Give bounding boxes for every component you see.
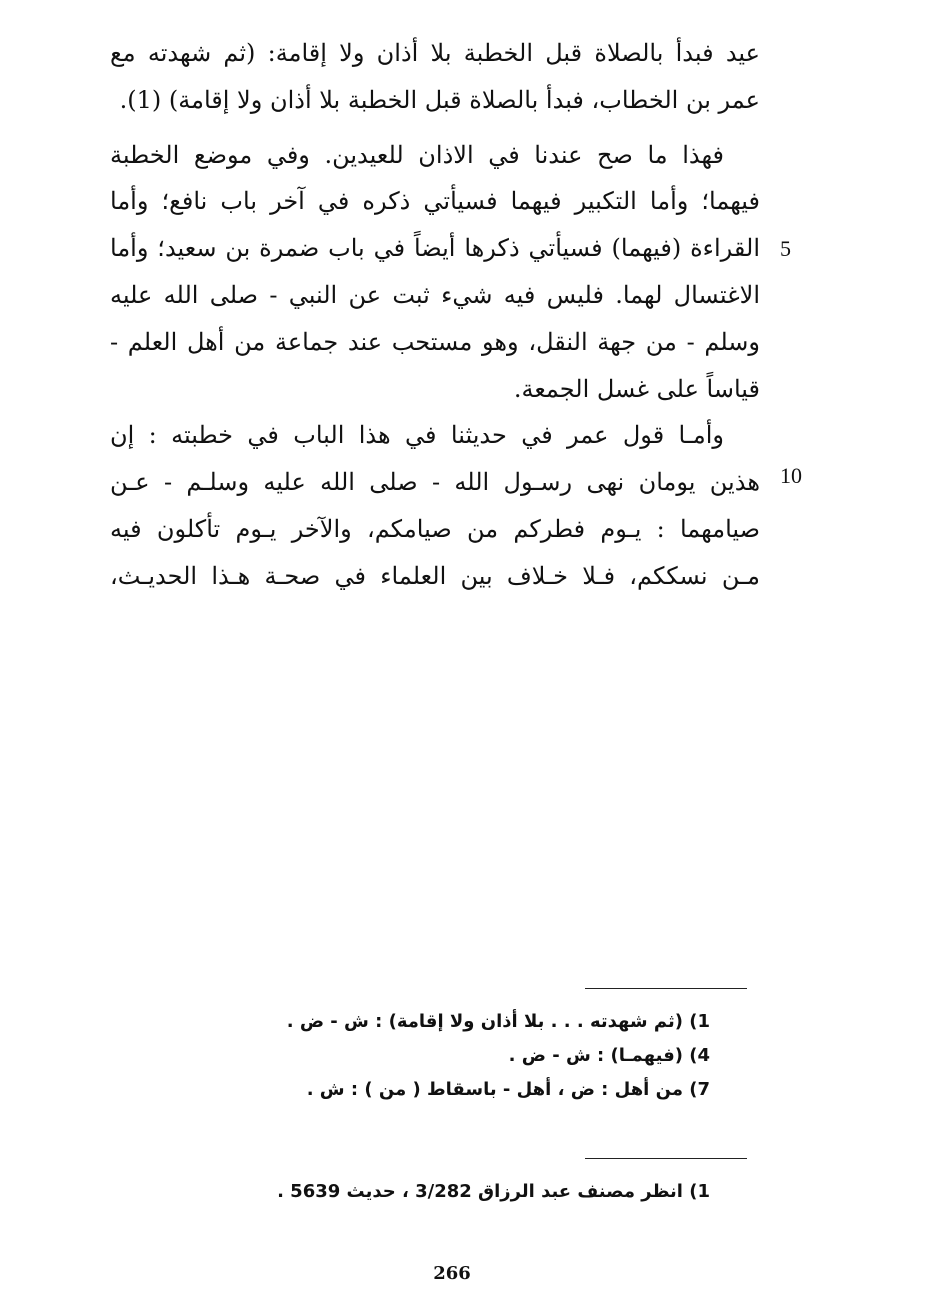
apparatus-note: 1) (ثم شهدته . . . بلا أذان ولا إقامة) : ش - ض . <box>286 1011 710 1032</box>
text-line: عمر بن الخطاب، فبدأ بالصلاة قبل الخطبة بلا أذان ولا إقامة) (1). <box>119 85 760 114</box>
page-number: 266 <box>433 1263 471 1284</box>
text-line: مـن نسككم، فـلا خـلاف بين العلماء في صحـة هـذا الحديـث، <box>110 561 760 590</box>
text-line: وأمـا قول عمر في حديثنا في هذا الباب في خطبته : إن <box>110 421 724 450</box>
text-line: وسلم - من جهة النقل، وهو مستحب عند جماعة من أهل العلم - <box>110 327 760 356</box>
line-number-margin <box>780 0 830 1309</box>
text-line: عيد فبدأ بالصلاة قبل الخطبة بلا أذان ولا إقامة: (ثم شهدته مع <box>110 39 760 67</box>
text-line: فيهما؛ وأما التكبير فيهما فسيأتي ذكره في آخر باب نافع؛ وأما <box>110 187 760 216</box>
apparatus-notes <box>240 1005 710 1107</box>
line-number: 5 <box>780 236 791 261</box>
footnote-divider <box>585 1158 747 1159</box>
text-line: هذين يومان نهى رسـول الله - صلى الله عليه وسلـم - عـن <box>110 468 760 497</box>
line-number: 10 <box>780 463 802 488</box>
apparatus-note: 4) (فيهمـا) : ش - ض . <box>508 1045 710 1066</box>
apparatus-divider <box>585 988 747 989</box>
main-text <box>110 30 760 600</box>
text-line: الاغتسال لهما. فليس فيه شيء ثبت عن النبي - صلى الله عليه <box>110 280 760 309</box>
paragraph-gap <box>110 124 760 132</box>
reference-note: 1) انظر مصنف عبد الرزاق 3/282 ، حديث 5639 . <box>277 1181 710 1202</box>
text-line: صيامهما : يـوم فطركم من صيامكم، والآخر يـوم تأكلون فيه <box>110 514 760 543</box>
text-line: قياساً على غسل الجمعة. <box>513 374 760 403</box>
text-line: فهذا ما صح عندنا في الاذان للعيدين. وفي موضع الخطبة <box>110 140 724 169</box>
apparatus-note: 7) من أهل : ض ، أهل - باسقاط ( من ) : ش . <box>306 1079 710 1100</box>
reference-notes <box>240 1175 710 1209</box>
text-line: القراءة (فيهما) فسيأتي ذكرها أيضاً في باب ضمرة بن سعيد؛ وأما <box>110 234 760 263</box>
